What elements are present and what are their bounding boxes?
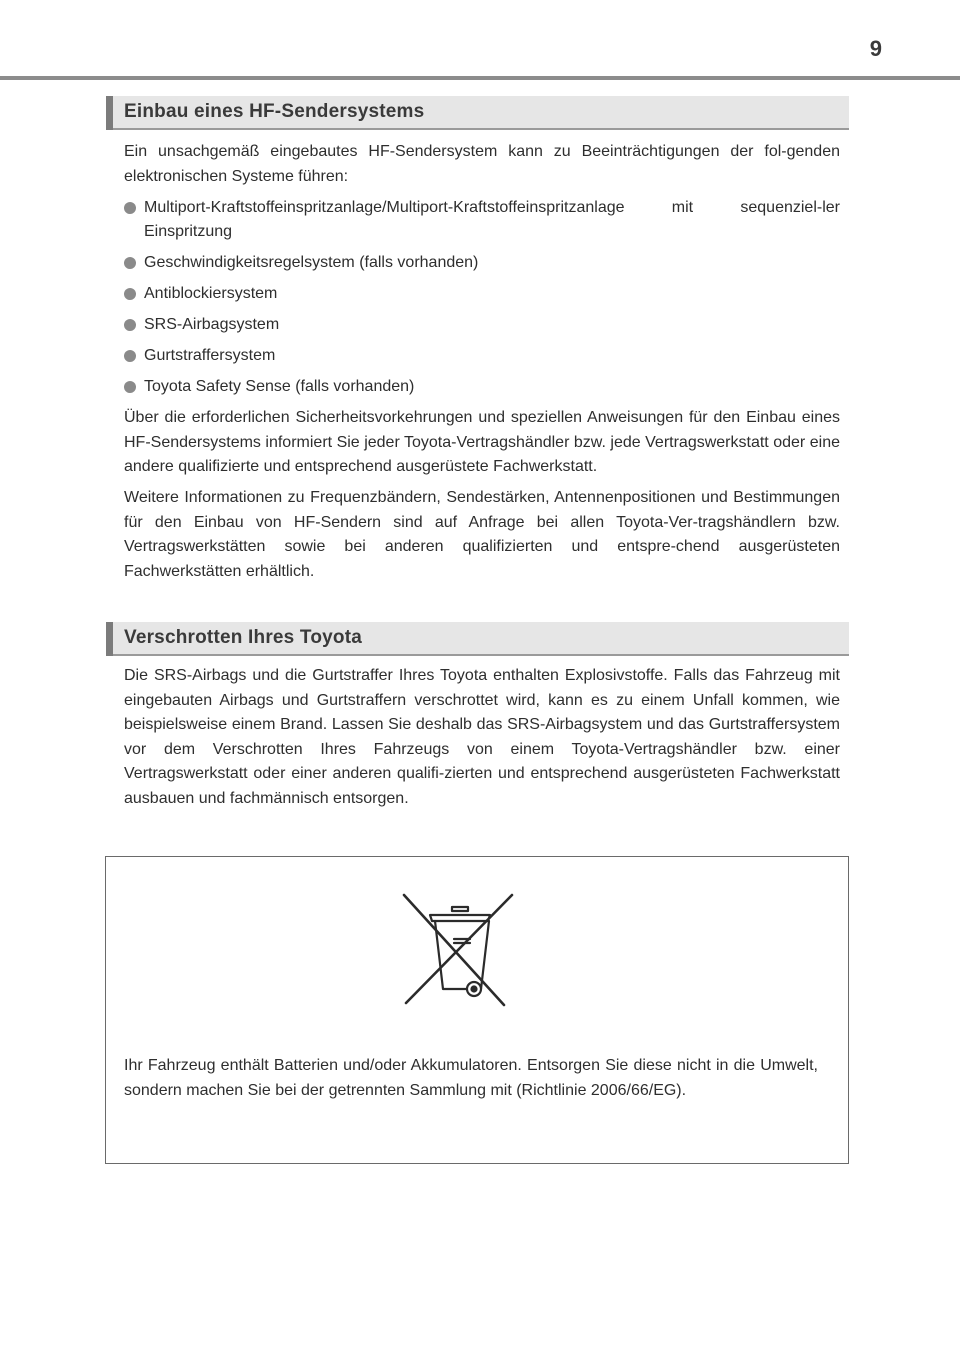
list-item: [124, 282, 840, 307]
scrap-paragraph: Die SRS-Airbags und die Gurtstraffer Ihres Toyota enthalten Explosivstoffe. Falls das Fahrzeug mit eingebauten Airbags und Gurtstraffern verschrottet wird, kann es zu einem Unfall kommen, wie beispielsweise einem Brand. Lassen Sie deshalb das SRS-Airbagsystem und das Gurtstraffersystem vor dem Verschrotten Ihres Fahrzeugs von einem Toyota-Vertragshändler bzw. einer Vertragswerkstatt oder einer anderen qualifi-zierten und entsprechend ausgerüsteten Fachwerkstatt ausbauen und fachmännisch entsorgen.: [124, 667, 840, 807]
safety-paragraph: Über die erforderlichen Sicherheitsvorkehrungen und speziellen Anweisungen für den Einbau eines HF-Sendersystems informiert Sie jeder Toyota-Vertragshändler bzw. jede Vertragswerkstatt oder eine andere qualifizierte und entsprechend ausgerüstete Fachwerkstatt.: [124, 409, 840, 475]
section-header-scrap: [106, 622, 849, 656]
bullet-icon: [124, 257, 136, 269]
bullet-icon: [124, 288, 136, 300]
affected-systems-list: [124, 196, 840, 400]
notice-text: [124, 1053, 818, 1103]
bullet-icon: [124, 319, 136, 331]
section-header-hf: [106, 96, 849, 130]
list-item-text: Toyota Safety Sense (falls vorhanden): [144, 378, 415, 395]
list-item-text: Geschwindigkeitsregelsystem (falls vorhanden): [144, 254, 479, 271]
section-title: Verschrotten Ihres Toyota: [124, 627, 362, 648]
section-header-bar: [106, 622, 113, 656]
list-item: [124, 251, 840, 276]
notice-paragraph: Ihr Fahrzeug enthält Batterien und/oder Akkumulatoren. Entsorgen Sie diese nicht in die Umwelt, sondern machen Sie bei der getrennten Sammlung mit (Richtlinie 2006/66/EG).: [124, 1057, 818, 1099]
list-item: [124, 344, 840, 369]
section-scrap-content: [124, 664, 840, 811]
section-title: Einbau eines HF-Sendersystems: [124, 101, 425, 122]
section-header-bar: [106, 96, 113, 130]
info-paragraph: Weitere Informationen zu Frequenzbändern, Sendestärken, Antennenpositionen und Bestimmungen für den Einbau von HF-Sendern sind auf Anfrage bei allen Toyota-Ver-tragshändlern bzw. Vertragswerkstätten sowie bei anderen qualifizierten und entspre-chend ausgerüsteten Fachwerkstätten erhältlich.: [124, 489, 840, 580]
list-item-text: Antiblockiersystem: [144, 285, 278, 302]
section-hf-content: [124, 140, 840, 584]
header-rule: [0, 76, 960, 80]
intro-paragraph: Ein unsachgemäß eingebautes HF-Sendersystem kann zu Beeinträchtigungen der fol-genden elektronischen Systeme führen:: [124, 143, 840, 185]
list-item-text: Gurtstraffersystem: [144, 347, 276, 364]
list-item: [124, 375, 840, 400]
bullet-icon: [124, 381, 136, 393]
bullet-icon: [124, 350, 136, 362]
bullet-icon: [124, 202, 136, 214]
list-item: [124, 313, 840, 338]
list-item-text: Multiport-Kraftstoffeinspritzanlage/Multiport-Kraftstoffeinspritzanlage mit sequenziel-ler Einspritzung: [144, 198, 840, 240]
crossed-out-wheelie-bin-icon: [402, 893, 518, 1009]
list-item: [124, 196, 840, 245]
battery-notice-box: [105, 856, 849, 1164]
list-item-text: SRS-Airbagsystem: [144, 316, 280, 333]
page-number: 9: [869, 36, 882, 61]
